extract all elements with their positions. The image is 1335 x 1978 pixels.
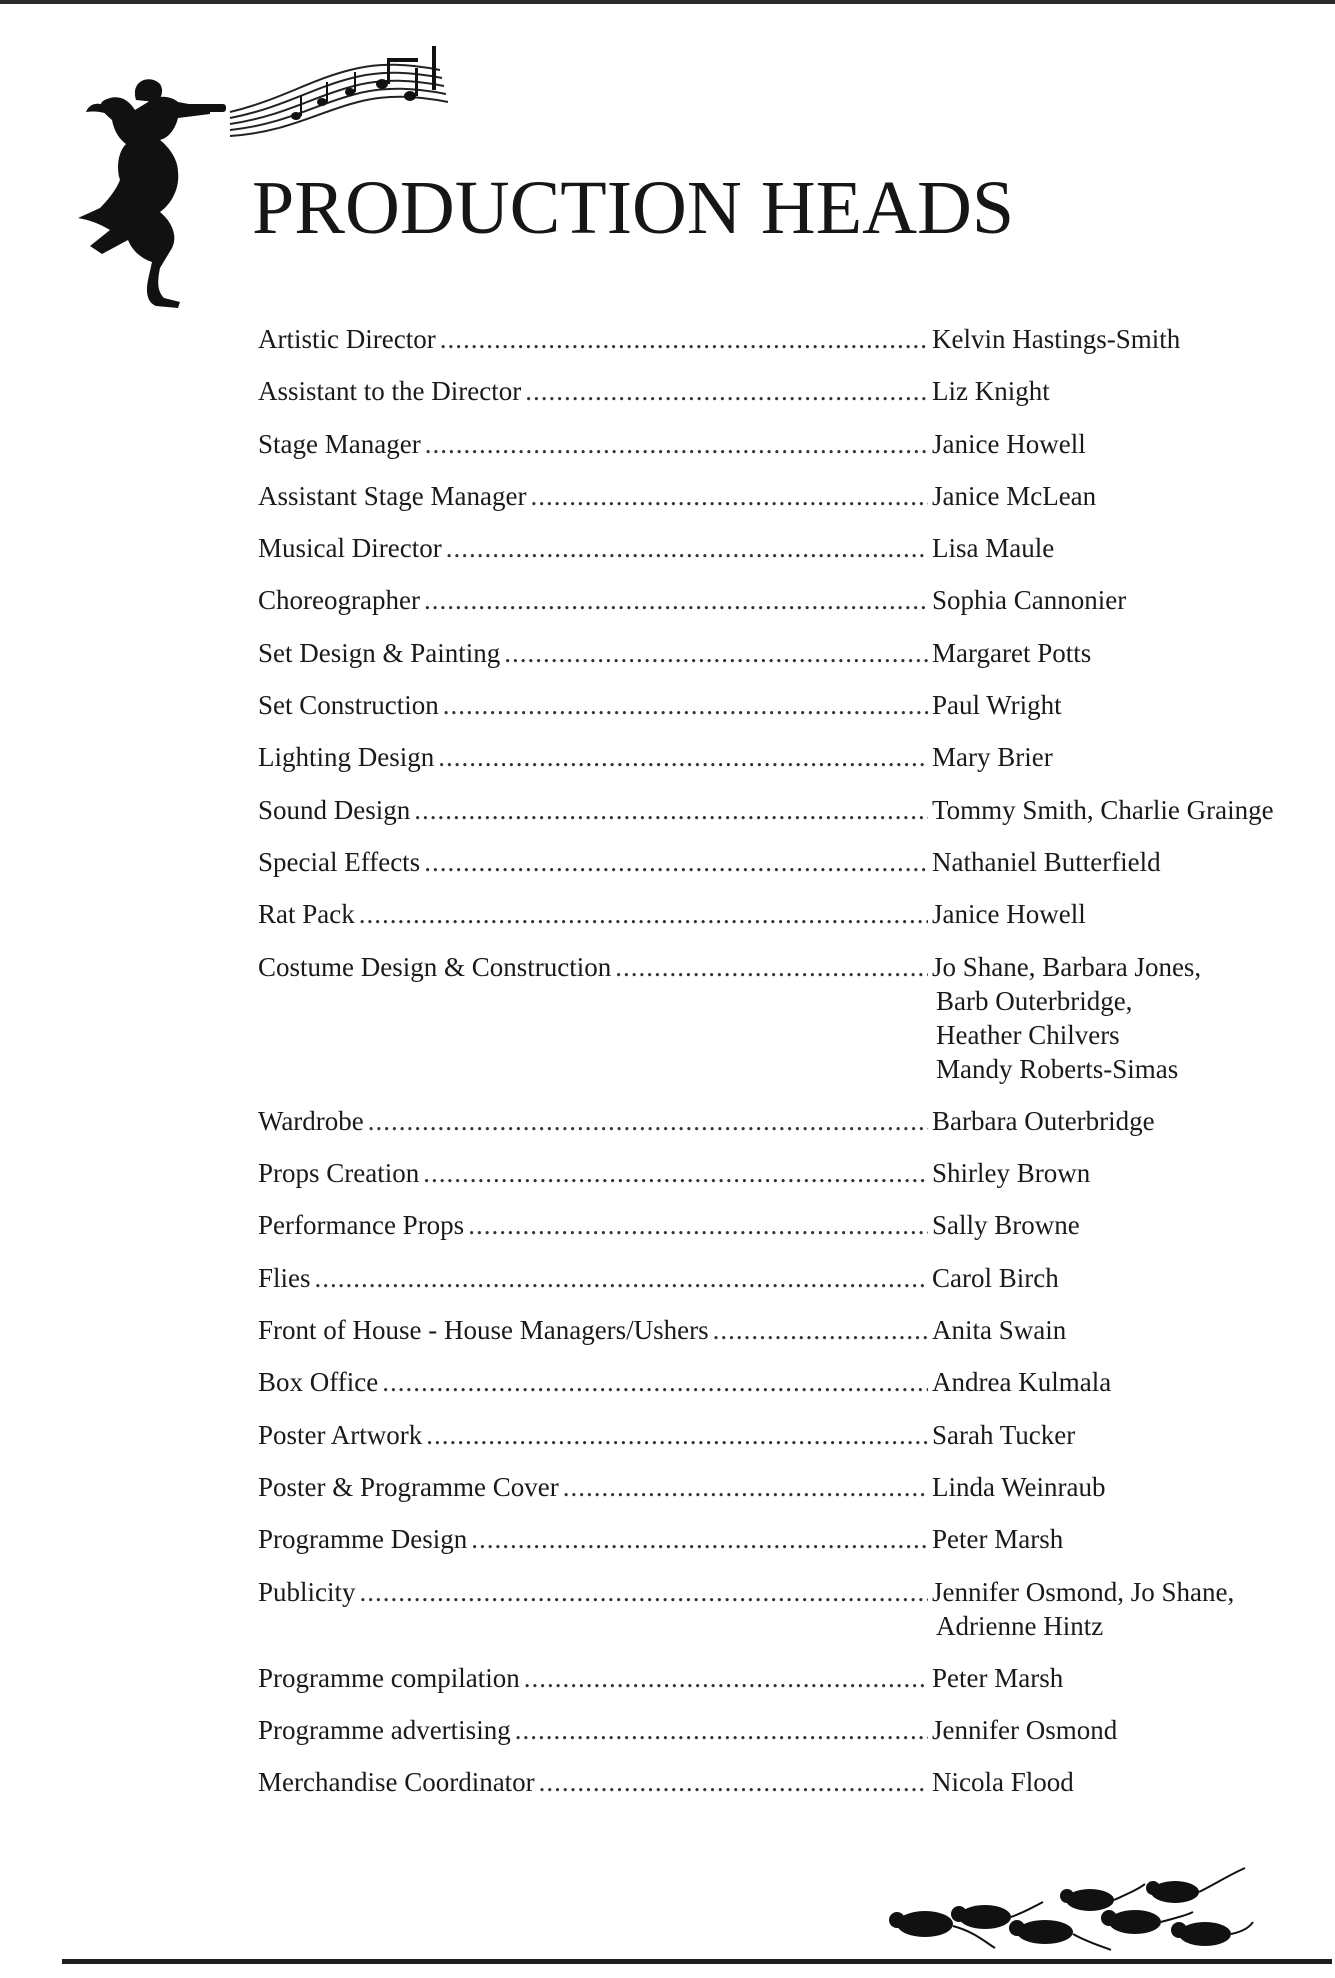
names-cell [928, 845, 1318, 879]
role-cell [258, 322, 928, 356]
dot-leader [423, 1156, 928, 1190]
names-cell [928, 1365, 1318, 1399]
crew-row [258, 1713, 1318, 1747]
person-name: Paul Wright [932, 690, 1062, 721]
names-cell [928, 427, 1318, 461]
dot-leader [530, 479, 928, 513]
role-label: Musical Director [258, 533, 442, 564]
role-label: Choreographer [258, 585, 420, 616]
role-label: Props Creation [258, 1158, 420, 1189]
dot-leader [440, 322, 928, 356]
dot-leader [368, 1104, 928, 1138]
names-cell [928, 322, 1318, 356]
role-label: Set Design & Painting [258, 637, 501, 668]
crew-row [258, 1365, 1318, 1399]
crew-row [258, 950, 1318, 1086]
dot-leader [515, 1713, 928, 1747]
crew-row [258, 322, 1318, 356]
person-name: Jennifer Osmond, Jo Shane, [932, 1576, 1235, 1607]
dot-leader [425, 427, 928, 461]
names-cell [928, 1713, 1318, 1747]
role-cell [258, 1208, 928, 1242]
person-name: Nicola Flood [932, 1767, 1074, 1798]
names-cell [928, 1104, 1318, 1138]
role-cell [258, 1713, 928, 1747]
dot-leader [360, 1575, 928, 1609]
role-cell [258, 1661, 928, 1695]
role-cell [258, 897, 928, 931]
person-name: Carol Birch [932, 1262, 1059, 1293]
dot-leader [315, 1261, 928, 1295]
person-name: Shirley Brown [932, 1158, 1091, 1189]
role-cell [258, 1365, 928, 1399]
rats-illustration [875, 1862, 1255, 1962]
names-cell [928, 1156, 1318, 1190]
person-name: Jo Shane, Barbara Jones, [932, 951, 1202, 982]
dot-leader [504, 636, 928, 670]
names-cell [928, 531, 1318, 565]
crew-row [258, 1661, 1318, 1695]
person-name: Sophia Cannonier [932, 585, 1127, 616]
person-name: Janice McLean [932, 480, 1097, 511]
crew-row [258, 1261, 1318, 1295]
crew-row [258, 636, 1318, 670]
role-label: Front of House - House Managers/Ushers [258, 1315, 709, 1346]
names-cell [928, 374, 1318, 408]
role-cell [258, 845, 928, 879]
role-label: Programme compilation [258, 1662, 520, 1693]
person-name: Mandy Roberts-Simas [936, 1053, 1179, 1084]
person-name: Heather Chilvers [936, 1019, 1120, 1050]
names-cell [928, 793, 1318, 827]
person-name: Andrea Kulmala [932, 1367, 1112, 1398]
dot-leader [443, 688, 928, 722]
names-cell [928, 1522, 1318, 1556]
dot-leader [563, 1470, 928, 1504]
role-label: Set Construction [258, 690, 439, 721]
names-cell [928, 1261, 1318, 1295]
role-cell [258, 531, 928, 565]
names-cell [928, 1575, 1318, 1643]
role-cell [258, 479, 928, 513]
bottom-rule [62, 1959, 1332, 1964]
crew-row [258, 897, 1318, 931]
dot-leader [524, 1661, 928, 1695]
person-name: Tommy Smith, Charlie Grainge [932, 794, 1274, 825]
names-cell [928, 1470, 1318, 1504]
role-cell [258, 427, 928, 461]
person-name: Linda Weinraub [932, 1471, 1106, 1502]
role-cell [258, 688, 928, 722]
role-label: Wardrobe [258, 1105, 364, 1136]
names-cell [928, 897, 1318, 931]
role-label: Lighting Design [258, 742, 435, 773]
dot-leader [713, 1313, 928, 1347]
crew-row [258, 1208, 1318, 1242]
role-cell [258, 636, 928, 670]
role-cell [258, 374, 928, 408]
names-cell [928, 950, 1318, 1086]
role-label: Performance Props [258, 1210, 465, 1241]
role-cell [258, 1765, 928, 1799]
role-label: Programme Design [258, 1524, 468, 1555]
dot-leader [438, 740, 928, 774]
role-cell [258, 1313, 928, 1347]
dot-leader [414, 793, 928, 827]
role-cell [258, 583, 928, 617]
person-name: Barbara Outerbridge [932, 1105, 1155, 1136]
names-cell [928, 1418, 1318, 1452]
role-label: Artistic Director [258, 324, 436, 354]
role-cell [258, 950, 928, 984]
role-label: Special Effects [258, 846, 421, 877]
role-label: Merchandise Coordinator [258, 1767, 535, 1798]
role-cell [258, 740, 928, 774]
crew-row [258, 479, 1318, 513]
top-rule [0, 0, 1335, 4]
names-cell [928, 688, 1318, 722]
role-label: Assistant to the Director [258, 376, 522, 407]
person-name: Kelvin Hastings-Smith [932, 324, 1181, 354]
crew-row [258, 374, 1318, 408]
role-label: Poster Artwork [258, 1419, 423, 1450]
crew-row [258, 1765, 1318, 1799]
crew-list [258, 322, 1318, 1818]
role-label: Poster & Programme Cover [258, 1471, 559, 1502]
role-cell [258, 1104, 928, 1138]
role-label: Publicity [258, 1576, 356, 1607]
crew-row [258, 688, 1318, 722]
dot-leader [468, 1208, 928, 1242]
crew-row [258, 1418, 1318, 1452]
crew-row [258, 1470, 1318, 1504]
role-cell [258, 1418, 928, 1452]
role-cell [258, 1575, 928, 1609]
crew-row [258, 1313, 1318, 1347]
person-name: Anita Swain [932, 1315, 1067, 1346]
role-label: Rat Pack [258, 899, 355, 930]
crew-row [258, 845, 1318, 879]
role-cell [258, 1470, 928, 1504]
person-name: Margaret Potts [932, 637, 1092, 668]
role-label: Stage Manager [258, 428, 421, 459]
role-label: Flies [258, 1262, 311, 1293]
names-cell [928, 636, 1318, 670]
dot-leader [426, 1418, 928, 1452]
dot-leader [525, 374, 928, 408]
crew-row [258, 793, 1318, 827]
crew-row [258, 583, 1318, 617]
person-name: Liz Knight [932, 376, 1050, 407]
person-name: Lisa Maule [932, 533, 1055, 564]
person-name: Janice Howell [932, 428, 1086, 459]
dot-leader [382, 1365, 928, 1399]
names-cell [928, 583, 1318, 617]
dot-leader [539, 1765, 928, 1799]
dot-leader [359, 897, 928, 931]
role-cell [258, 1156, 928, 1190]
person-name: Mary Brier [932, 742, 1053, 773]
role-cell [258, 793, 928, 827]
role-cell [258, 1522, 928, 1556]
person-name: Barb Outerbridge, [936, 985, 1133, 1016]
names-cell [928, 740, 1318, 774]
person-name: Peter Marsh [932, 1524, 1064, 1555]
names-cell [928, 1765, 1318, 1799]
person-name: Sarah Tucker [932, 1419, 1076, 1450]
names-cell [928, 1208, 1318, 1242]
role-label: Programme advertising [258, 1715, 511, 1746]
crew-row [258, 1104, 1318, 1138]
dot-leader [424, 845, 928, 879]
dot-leader [446, 531, 928, 565]
person-name: Peter Marsh [932, 1662, 1064, 1693]
dot-leader [424, 583, 928, 617]
role-label: Assistant Stage Manager [258, 480, 527, 511]
names-cell [928, 479, 1318, 513]
names-cell [928, 1661, 1318, 1695]
dot-leader [615, 950, 928, 984]
crew-row [258, 531, 1318, 565]
names-cell [928, 1313, 1318, 1347]
crew-row [258, 1156, 1318, 1190]
person-name: Sally Browne [932, 1210, 1080, 1241]
crew-row [258, 427, 1318, 461]
role-cell [258, 1261, 928, 1295]
crew-row [258, 740, 1318, 774]
role-label: Costume Design & Construction [258, 951, 612, 982]
dot-leader [471, 1522, 928, 1556]
page-title: PRODUCTION HEADS [252, 166, 1015, 250]
person-name: Adrienne Hintz [936, 1610, 1104, 1641]
person-name: Jennifer Osmond [932, 1715, 1118, 1746]
person-name: Nathaniel Butterfield [932, 846, 1161, 877]
crew-row [258, 1522, 1318, 1556]
role-label: Sound Design [258, 794, 411, 825]
person-name: Janice Howell [932, 899, 1086, 930]
role-label: Box Office [258, 1367, 379, 1398]
crew-row [258, 1575, 1318, 1643]
